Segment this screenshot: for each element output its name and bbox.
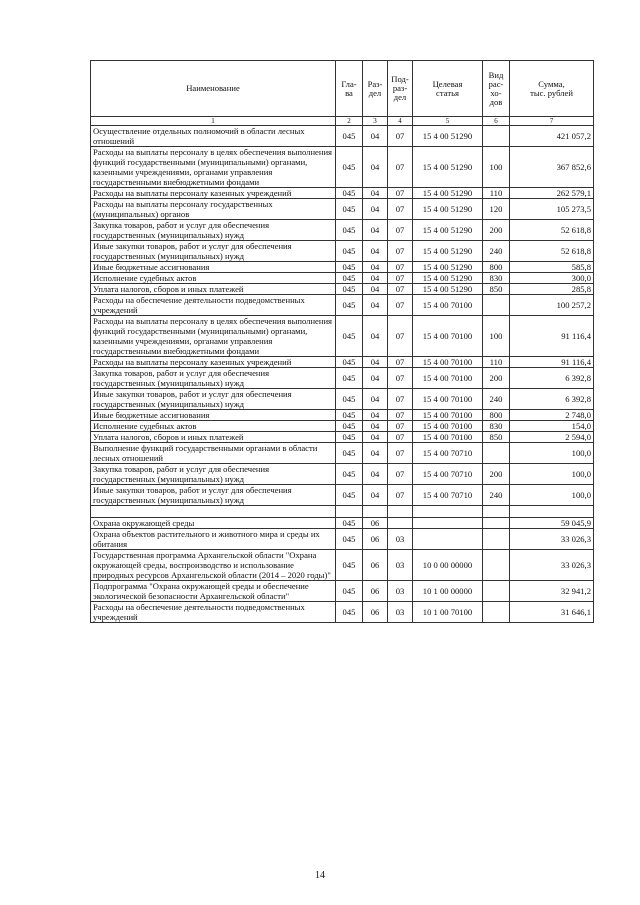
row-sum: 59 045,9 xyxy=(510,518,594,529)
row-razdel: 04 xyxy=(363,262,388,273)
header-row xyxy=(91,61,594,117)
row-sum: 91 116,4 xyxy=(510,316,594,357)
row-podrazdel xyxy=(388,518,413,529)
row-vid: 240 xyxy=(483,389,510,410)
row-razdel: 04 xyxy=(363,421,388,432)
table-row xyxy=(91,581,594,602)
row-glava: 045 xyxy=(336,284,363,295)
row-sum: 100,0 xyxy=(510,443,594,464)
column-number: 1 xyxy=(91,117,336,126)
row-sum: 2 748,0 xyxy=(510,410,594,421)
row-podrazdel: 07 xyxy=(388,262,413,273)
row-sum: 285,8 xyxy=(510,284,594,295)
header-vid: Вид рас- хо- дов xyxy=(483,61,510,117)
row-razdel: 04 xyxy=(363,389,388,410)
row-sum: 52 618,8 xyxy=(510,241,594,262)
row-name: Исполнение судебных актов xyxy=(91,421,336,432)
row-glava: 045 xyxy=(336,220,363,241)
row-vid xyxy=(483,581,510,602)
row-vid xyxy=(483,506,510,518)
row-podrazdel: 07 xyxy=(388,220,413,241)
row-glava: 045 xyxy=(336,432,363,443)
table-row xyxy=(91,432,594,443)
row-name: Иные закупки товаров, работ и услуг для обеспечения государственных (муниципальных) нужд xyxy=(91,485,336,506)
row-sum: 154,0 xyxy=(510,421,594,432)
row-sum: 585,8 xyxy=(510,262,594,273)
row-vid: 830 xyxy=(483,421,510,432)
table-row xyxy=(91,262,594,273)
row-vid xyxy=(483,295,510,316)
row-sum: 367 852,6 xyxy=(510,147,594,188)
row-razdel: 04 xyxy=(363,443,388,464)
row-razdel: 04 xyxy=(363,368,388,389)
row-razdel: 04 xyxy=(363,464,388,485)
table-row xyxy=(91,410,594,421)
table-row xyxy=(91,241,594,262)
row-razdel: 04 xyxy=(363,220,388,241)
row-name: Уплата налогов, сборов и иных платежей xyxy=(91,432,336,443)
row-podrazdel: 07 xyxy=(388,432,413,443)
row-razdel: 06 xyxy=(363,529,388,550)
row-glava: 045 xyxy=(336,147,363,188)
row-podrazdel: 07 xyxy=(388,316,413,357)
table-row xyxy=(91,443,594,464)
row-name: Расходы на выплаты персоналу казенных учреждений xyxy=(91,357,336,368)
row-glava: 045 xyxy=(336,188,363,199)
row-target xyxy=(413,518,483,529)
row-vid: 100 xyxy=(483,147,510,188)
row-vid: 240 xyxy=(483,241,510,262)
row-name: Уплата налогов, сборов и иных платежей xyxy=(91,284,336,295)
row-razdel: 06 xyxy=(363,550,388,581)
row-razdel: 04 xyxy=(363,432,388,443)
row-podrazdel: 03 xyxy=(388,529,413,550)
row-glava: 045 xyxy=(336,518,363,529)
row-target: 15 4 00 70100 xyxy=(413,410,483,421)
row-podrazdel: 07 xyxy=(388,485,413,506)
row-name: Иные бюджетные ассигнования xyxy=(91,262,336,273)
table-row xyxy=(91,550,594,581)
row-target: 15 4 00 51290 xyxy=(413,188,483,199)
row-name: Выполнение функций государственными органами в области лесных отношений xyxy=(91,443,336,464)
table-row xyxy=(91,295,594,316)
table-row xyxy=(91,188,594,199)
row-podrazdel xyxy=(388,506,413,518)
row-podrazdel: 07 xyxy=(388,199,413,220)
table-row xyxy=(91,147,594,188)
row-podrazdel: 07 xyxy=(388,421,413,432)
row-vid: 110 xyxy=(483,188,510,199)
row-name: Охрана окружающей среды xyxy=(91,518,336,529)
row-name: Закупка товаров, работ и услуг для обеспечения государственных (муниципальных) нужд xyxy=(91,464,336,485)
table-row xyxy=(91,220,594,241)
header-name: Наименование xyxy=(91,61,336,117)
row-target: 10 0 00 00000 xyxy=(413,550,483,581)
table-row xyxy=(91,506,594,518)
row-podrazdel: 07 xyxy=(388,126,413,147)
row-podrazdel: 07 xyxy=(388,295,413,316)
row-razdel: 04 xyxy=(363,199,388,220)
row-razdel: 06 xyxy=(363,581,388,602)
row-glava: 045 xyxy=(336,241,363,262)
table-row xyxy=(91,357,594,368)
row-glava: 045 xyxy=(336,485,363,506)
row-glava: 045 xyxy=(336,581,363,602)
row-target: 15 4 00 51290 xyxy=(413,126,483,147)
column-number: 2 xyxy=(336,117,363,126)
row-glava: 045 xyxy=(336,262,363,273)
row-glava: 045 xyxy=(336,410,363,421)
row-name: Охрана объектов растительного и животного мира и среды их обитания xyxy=(91,529,336,550)
table-row xyxy=(91,273,594,284)
column-number: 4 xyxy=(388,117,413,126)
row-glava: 045 xyxy=(336,273,363,284)
row-vid xyxy=(483,550,510,581)
row-vid: 850 xyxy=(483,432,510,443)
table-row xyxy=(91,284,594,295)
row-vid: 240 xyxy=(483,485,510,506)
table-row xyxy=(91,518,594,529)
row-vid: 120 xyxy=(483,199,510,220)
row-sum: 52 618,8 xyxy=(510,220,594,241)
row-sum: 100,0 xyxy=(510,464,594,485)
row-razdel: 04 xyxy=(363,147,388,188)
row-podrazdel: 07 xyxy=(388,241,413,262)
row-podrazdel: 07 xyxy=(388,368,413,389)
row-sum: 31 646,1 xyxy=(510,602,594,623)
row-name: Расходы на выплаты персоналу казенных учреждений xyxy=(91,188,336,199)
row-vid: 200 xyxy=(483,368,510,389)
row-podrazdel: 07 xyxy=(388,147,413,188)
row-vid xyxy=(483,518,510,529)
header-razdel: Раз- дел xyxy=(363,61,388,117)
row-podrazdel: 07 xyxy=(388,188,413,199)
row-glava: 045 xyxy=(336,443,363,464)
row-sum: 262 579,1 xyxy=(510,188,594,199)
table-body xyxy=(91,126,594,623)
row-name: Иные бюджетные ассигнования xyxy=(91,410,336,421)
row-glava: 045 xyxy=(336,126,363,147)
row-sum: 32 941,2 xyxy=(510,581,594,602)
row-target xyxy=(413,506,483,518)
row-name: Расходы на выплаты персоналу в целях обеспечения выполнения функций государственными (муниципальными) органами, казенными учреждениями, органами управления государственными внебюджетными фондами xyxy=(91,147,336,188)
row-sum xyxy=(510,506,594,518)
row-name: Иные закупки товаров, работ и услуг для обеспечения государственных (муниципальных) нужд xyxy=(91,389,336,410)
row-vid: 110 xyxy=(483,357,510,368)
row-vid: 100 xyxy=(483,316,510,357)
header-podrazdel: Под- раз- дел xyxy=(388,61,413,117)
row-razdel: 04 xyxy=(363,316,388,357)
table-row xyxy=(91,316,594,357)
column-number: 7 xyxy=(510,117,594,126)
row-razdel: 04 xyxy=(363,410,388,421)
row-glava: 045 xyxy=(336,421,363,432)
row-vid: 200 xyxy=(483,220,510,241)
row-razdel: 04 xyxy=(363,357,388,368)
table-row xyxy=(91,368,594,389)
row-podrazdel: 07 xyxy=(388,357,413,368)
row-sum: 33 026,3 xyxy=(510,550,594,581)
table-row xyxy=(91,199,594,220)
row-glava: 045 xyxy=(336,602,363,623)
row-target: 10 1 00 00000 xyxy=(413,581,483,602)
row-glava: 045 xyxy=(336,199,363,220)
row-target: 15 4 00 70100 xyxy=(413,316,483,357)
table-row xyxy=(91,464,594,485)
row-sum: 6 392,8 xyxy=(510,368,594,389)
table-row xyxy=(91,389,594,410)
row-sum: 6 392,8 xyxy=(510,389,594,410)
row-razdel: 04 xyxy=(363,485,388,506)
column-number: 3 xyxy=(363,117,388,126)
row-podrazdel: 07 xyxy=(388,443,413,464)
table-row xyxy=(91,485,594,506)
row-target: 15 4 00 70710 xyxy=(413,443,483,464)
header-sum: Сумма, тыс. рублей xyxy=(510,61,594,117)
row-vid xyxy=(483,529,510,550)
row-podrazdel: 07 xyxy=(388,284,413,295)
row-sum: 100,0 xyxy=(510,485,594,506)
row-glava xyxy=(336,506,363,518)
row-podrazdel: 07 xyxy=(388,389,413,410)
row-razdel: 04 xyxy=(363,284,388,295)
row-target: 15 4 00 51290 xyxy=(413,273,483,284)
row-razdel: 06 xyxy=(363,602,388,623)
row-vid: 800 xyxy=(483,262,510,273)
row-name: Исполнение судебных актов xyxy=(91,273,336,284)
row-sum: 33 026,3 xyxy=(510,529,594,550)
row-vid xyxy=(483,126,510,147)
row-name: Расходы на выплаты персоналу государственных (муниципальных) органов xyxy=(91,199,336,220)
row-target: 15 4 00 70100 xyxy=(413,357,483,368)
budget-table xyxy=(90,60,594,623)
row-target: 15 4 00 70710 xyxy=(413,485,483,506)
row-glava: 045 xyxy=(336,529,363,550)
row-name: Расходы на выплаты персоналу в целях обеспечения выполнения функций государственными (муниципальными) органами, казенными учреждениями, органами управления государственными внебюджетными фондами xyxy=(91,316,336,357)
row-name: Осуществление отдельных полномочий в области лесных отношений xyxy=(91,126,336,147)
row-name xyxy=(91,506,336,518)
row-podrazdel: 07 xyxy=(388,410,413,421)
row-razdel: 06 xyxy=(363,518,388,529)
page-number: 14 xyxy=(315,870,325,881)
row-podrazdel: 07 xyxy=(388,464,413,485)
row-sum: 421 057,2 xyxy=(510,126,594,147)
row-razdel xyxy=(363,506,388,518)
table-row xyxy=(91,529,594,550)
row-target: 15 4 00 70100 xyxy=(413,432,483,443)
row-target: 15 4 00 51290 xyxy=(413,284,483,295)
header-glava: Гла- ва xyxy=(336,61,363,117)
row-target: 10 1 00 70100 xyxy=(413,602,483,623)
row-podrazdel: 03 xyxy=(388,550,413,581)
row-target xyxy=(413,529,483,550)
table-row xyxy=(91,602,594,623)
row-glava: 045 xyxy=(336,464,363,485)
row-vid xyxy=(483,443,510,464)
row-razdel: 04 xyxy=(363,273,388,284)
row-vid: 800 xyxy=(483,410,510,421)
row-glava: 045 xyxy=(336,316,363,357)
row-target: 15 4 00 70100 xyxy=(413,368,483,389)
row-podrazdel: 03 xyxy=(388,581,413,602)
row-podrazdel: 03 xyxy=(388,602,413,623)
row-sum: 91 116,4 xyxy=(510,357,594,368)
table-row xyxy=(91,421,594,432)
row-target: 15 4 00 51290 xyxy=(413,241,483,262)
row-name: Закупка товаров, работ и услуг для обеспечения государственных (муниципальных) нужд xyxy=(91,368,336,389)
row-name: Подпрограмма "Охрана окружающей среды и обеспечение экологической безопасности Архангельской области" xyxy=(91,581,336,602)
row-target: 15 4 00 51290 xyxy=(413,220,483,241)
row-razdel: 04 xyxy=(363,188,388,199)
row-vid: 200 xyxy=(483,464,510,485)
row-name: Закупка товаров, работ и услуг для обеспечения государственных (муниципальных) нужд xyxy=(91,220,336,241)
row-name: Расходы на обеспечение деятельности подведомственных учреждений xyxy=(91,295,336,316)
row-target: 15 4 00 51290 xyxy=(413,147,483,188)
row-glava: 045 xyxy=(336,550,363,581)
row-vid: 830 xyxy=(483,273,510,284)
column-number: 6 xyxy=(483,117,510,126)
row-glava: 045 xyxy=(336,389,363,410)
row-target: 15 4 00 51290 xyxy=(413,262,483,273)
row-razdel: 04 xyxy=(363,126,388,147)
row-name: Расходы на обеспечение деятельности подведомственных учреждений xyxy=(91,602,336,623)
row-name: Иные закупки товаров, работ и услуг для обеспечения государственных (муниципальных) нужд xyxy=(91,241,336,262)
column-number-row xyxy=(91,117,594,126)
header-target: Целевая статья xyxy=(413,61,483,117)
row-razdel: 04 xyxy=(363,295,388,316)
row-name: Государственная программа Архангельской области "Охрана окружающей среды, воспроизводство и использование природных ресурсов Архангельской области (2014 – 2020 годы)" xyxy=(91,550,336,581)
row-vid: 850 xyxy=(483,284,510,295)
column-number: 5 xyxy=(413,117,483,126)
table-row xyxy=(91,126,594,147)
row-podrazdel: 07 xyxy=(388,273,413,284)
row-glava: 045 xyxy=(336,295,363,316)
row-sum: 100 257,2 xyxy=(510,295,594,316)
row-target: 15 4 00 70100 xyxy=(413,295,483,316)
row-sum: 300,0 xyxy=(510,273,594,284)
row-razdel: 04 xyxy=(363,241,388,262)
row-sum: 105 273,5 xyxy=(510,199,594,220)
row-target: 15 4 00 70100 xyxy=(413,421,483,432)
row-target: 15 4 00 70710 xyxy=(413,464,483,485)
row-target: 15 4 00 70100 xyxy=(413,389,483,410)
row-glava: 045 xyxy=(336,357,363,368)
row-vid xyxy=(483,602,510,623)
row-target: 15 4 00 51290 xyxy=(413,199,483,220)
row-sum: 2 594,0 xyxy=(510,432,594,443)
row-glava: 045 xyxy=(336,368,363,389)
